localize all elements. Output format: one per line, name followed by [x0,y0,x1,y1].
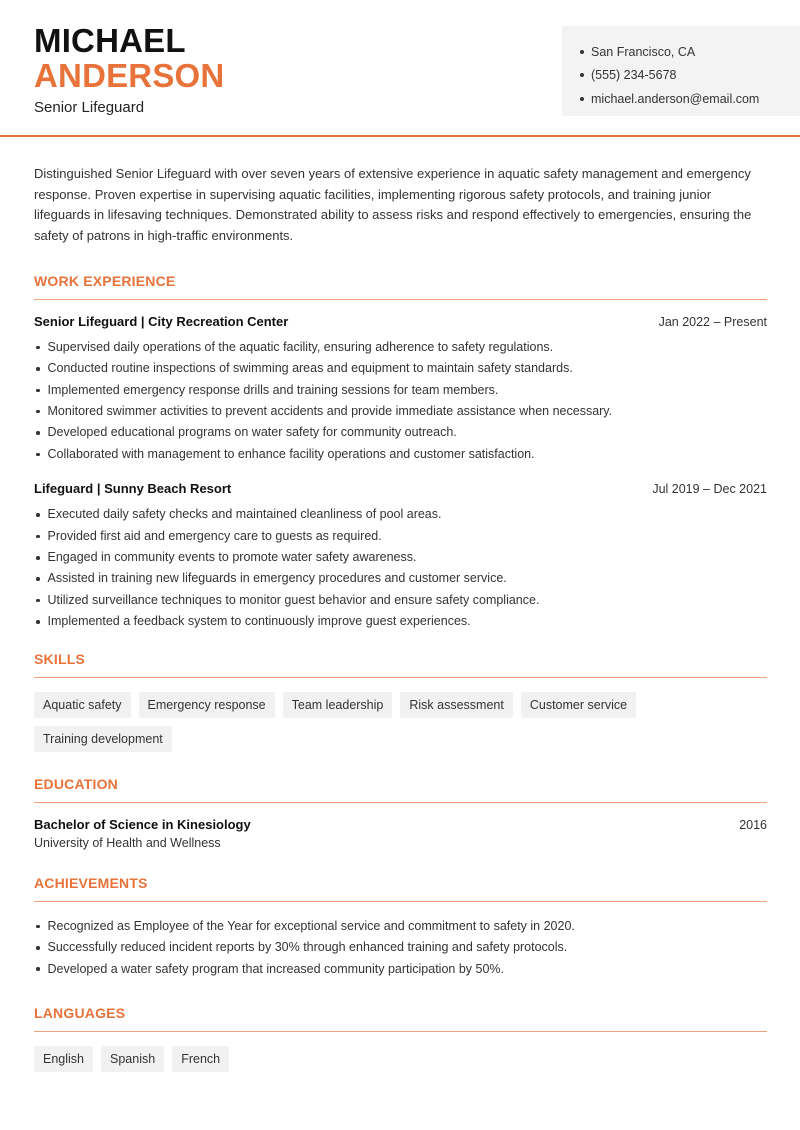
bullet-icon [580,50,584,54]
summary: Distinguished Senior Lifeguard with over seven years of extensive experience in aquatic safety management and emergency response. Proven expertise in supervising aquatic facilities, implementing rigorous safety protocols, and training junior lifeguards in lifesaving techniques. Demonstrated ability to assess risks and respond effectively to emergencies, ensuring the safety of patrons in high-traffic environments. [34,166,752,244]
bullet-icon [36,946,40,950]
bullet-icon [36,346,40,350]
list-item [34,590,767,611]
graduation-year: 2016 [739,817,767,832]
bullet-text: Provided first aid and emergency care to guests as required. [47,528,382,543]
bullet-text: Monitored swimmer activities to prevent accidents and provide immediate assistance when necessary. [47,404,613,419]
section-title-skills: SKILLS [34,651,767,678]
section-title-achievements: ACHIEVEMENTS [34,875,767,902]
list-item [34,358,767,379]
bullet-text: Conducted routine inspections of swimming areas and equipment to maintain safety standards. [47,361,573,376]
list-item [34,526,767,547]
bullet-text: Utilized surveillance techniques to monitor guest behavior and ensure safety compliance. [47,592,540,607]
job-dates: Jan 2022 – Present [658,314,767,329]
contact-location [580,40,800,64]
bullet-icon [36,620,40,624]
skill-chip: Team leadership [283,692,393,718]
school-name: University of Health and Wellness [34,835,221,850]
language-chip: French [172,1046,229,1072]
section-title-languages: LANGUAGES [34,1005,767,1032]
job-bullets [34,504,767,632]
bullet-icon [36,599,40,603]
bullet-icon [580,97,584,101]
skill-chip: Customer service [521,692,636,718]
full-name [34,24,224,92]
bullet-icon [36,556,40,560]
bullet-text: Developed educational programs on water safety for community outreach. [47,425,457,440]
job-header [34,481,767,496]
bullet-text: Recognized as Employee of the Year for exceptional service and commitment to safety in 2020. [47,918,575,933]
bullet-icon [36,513,40,517]
bullet-text: Collaborated with management to enhance facility operations and customer satisfaction. [47,446,535,461]
achievements-list [34,916,767,980]
list-item [34,401,767,422]
list-item [34,422,767,443]
bullet-text: Implemented emergency response drills and training sessions for team members. [47,382,499,397]
job-header [34,314,767,329]
skill-chip: Aquatic safety [34,692,131,718]
bullet-icon [36,389,40,393]
list-item [34,337,767,358]
bullet-icon [36,577,40,581]
skill-chip: Risk assessment [400,692,512,718]
list-item [34,959,767,980]
list-item [34,444,767,465]
bullet-icon [36,967,40,971]
bullet-text: Executed daily safety checks and maintained cleanliness of pool areas. [47,507,442,522]
list-item [34,380,767,401]
bullet-icon [36,925,40,929]
bullet-icon [36,367,40,371]
email-text: michael.anderson@email.com [591,91,760,106]
list-item [34,916,767,937]
skill-chip: Training development [34,726,172,752]
job-role: Senior Lifeguard | City Recreation Center [34,313,289,329]
list-item [34,937,767,958]
bullet-icon [36,431,40,435]
degree: Bachelor of Science in Kinesiology [34,816,251,832]
skill-chip: Emergency response [139,692,275,718]
skills-list [34,692,767,752]
bullet-text: Developed a water safety program that increased community participation by 50%. [47,961,504,976]
last-name: ANDERSON [34,57,225,94]
language-chip: Spanish [101,1046,164,1072]
section-title-education: EDUCATION [34,776,767,803]
job-entry [34,481,767,632]
phone-text: (555) 234-5678 [591,68,677,83]
language-chip: English [34,1046,93,1072]
bullet-icon [36,535,40,539]
contact-email [580,87,800,111]
list-item [34,547,767,568]
bullet-icon [36,453,40,457]
list-item [34,504,767,525]
section-title-work: WORK EXPERIENCE [34,273,767,300]
resume-body [34,164,767,1072]
contact-box [562,26,800,116]
bullet-text: Supervised daily operations of the aquatic facility, ensuring adherence to safety regulations. [47,339,554,354]
bullet-text: Implemented a feedback system to continuously improve guest experiences. [47,614,471,629]
job-title: Senior Lifeguard [34,99,145,116]
first-name: MICHAEL [34,22,186,59]
bullet-icon [580,73,584,77]
bullet-text: Assisted in training new lifeguards in emergency procedures and customer service. [47,571,507,586]
job-role: Lifeguard | Sunny Beach Resort [34,481,232,497]
contact-list [580,40,800,111]
education-entry [34,817,767,850]
list-item [34,568,767,589]
resume-header [0,0,800,137]
languages-list [34,1046,767,1072]
job-bullets [34,337,767,465]
location-text: San Francisco, CA [591,44,696,59]
bullet-text: Engaged in community events to promote water safety awareness. [47,550,417,565]
job-dates: Jul 2019 – Dec 2021 [652,482,767,497]
contact-phone [580,64,800,88]
job-entry [34,314,767,465]
education-header [34,817,767,832]
list-item [34,611,767,632]
bullet-icon [36,410,40,414]
bullet-text: Successfully reduced incident reports by 30% through enhanced training and safety protocols. [47,940,568,955]
